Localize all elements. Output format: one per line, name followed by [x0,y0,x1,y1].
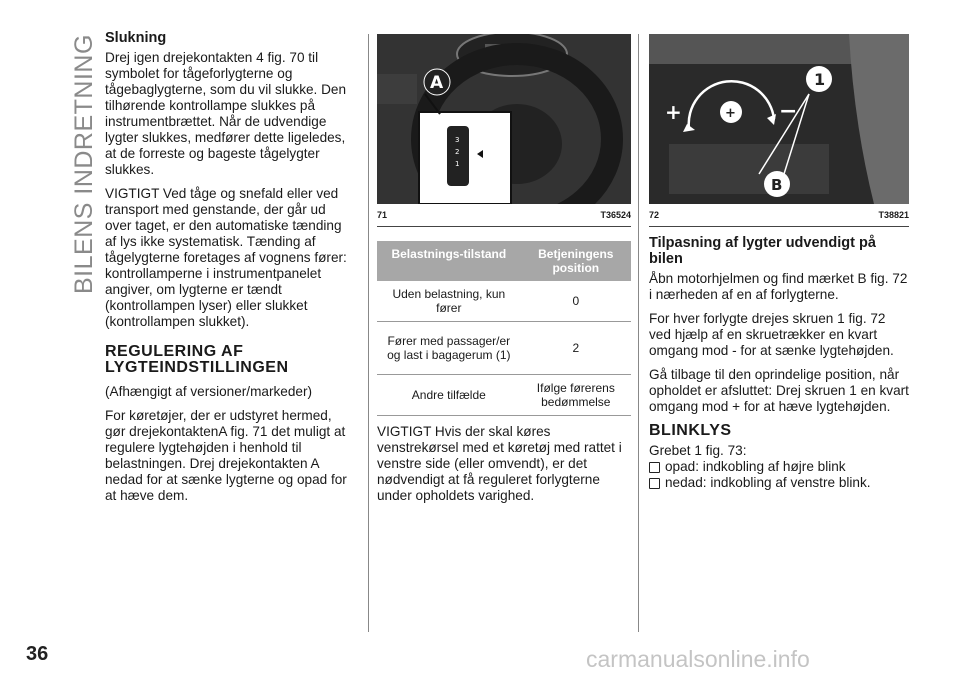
figure-71-image [377,34,631,204]
table-cell: Ifølge førerens bedømmelse [521,375,631,416]
bullet-text: opad: indkobling af højre blink [665,459,846,474]
figure-71-number: 71 [377,210,388,220]
page-number: 36 [26,643,49,665]
bullet-box-icon [649,462,660,473]
column-middle [377,34,631,512]
table-row [377,375,631,416]
load-table [377,241,631,416]
vigtigt-note: VIGTIGT Hvis der skal køres venstrekørsel med et køretøj med rattet i venstre side (eller omvendt), er det nødvendigt at få reguleret forlygterne under opholdets varighed. [377,424,622,503]
slukning-paragraph: Drej igen drejekontakten 4 fig. 70 til symbolet for tågeforlygterne og tågebaglygterne, som du vil slukke. Den tilhørende kontrollampe slukkes på instrumentbrættet. Når de udvendige lygter slukkes, medfører dette ligeledes, at de forreste og bageste tågelygter slukkes. [105,50,347,177]
table-cell: Andre tilfælde [377,375,521,416]
tilpasning-heading: Tilpasning af lygter udvendigt på bilen [649,235,876,267]
table-cell: 0 [521,281,631,322]
svg-text:3: 3 [455,136,460,144]
list-item [649,475,909,491]
steering-wheel-illustration [377,34,631,204]
table-header-load: Belastnings-tilstand [377,241,521,281]
column-divider-2 [638,34,639,632]
svg-text:+: + [725,106,736,121]
table-cell: Uden belastning, kun fører [377,281,521,322]
svg-text:2: 2 [455,148,460,156]
callout-1: 1 [814,70,826,89]
callout-a: A [430,73,444,93]
versions-note: (Afhængigt af versioner/markeder) [105,384,313,399]
list-item [649,459,909,475]
side-section-title: BILENS INDRETNING [70,34,98,294]
column-left [105,30,355,512]
figure-71-code: T36524 [600,210,631,220]
bullet-text: nedad: indkobling af venstre blink. [665,475,871,490]
section-heading-regulering: REGULERING AF LYGTEINDSTILLINGEN [105,343,289,376]
table-cell: Fører med passager/er og last i bagagerum (1) [377,322,521,375]
table-row [377,322,631,375]
watermark: carmanualsonline.info [586,646,810,672]
svg-text:+: + [665,100,682,124]
figure-72-number: 72 [649,210,660,220]
table-row [377,281,631,322]
tilpasning-paragraph-1: Åbn motorhjelmen og find mærket B fig. 72 i nærheden af en af forlygterne. [649,271,908,302]
column-divider-1 [368,34,369,632]
table-cell: 2 [521,322,631,375]
callout-b: B [771,176,783,194]
tilpasning-paragraph-3: Gå tilbage til den oprindelige position, når opholdet er afsluttet: Drej skruen 1 en kvart omgang mod + for at hæve lygtehøjden. [649,367,909,414]
figure-72-image [649,34,909,204]
bullet-box-icon [649,478,660,489]
blinklys-intro: Grebet 1 fig. 73: [649,443,747,458]
regulering-paragraph: For køretøjer, der er udstyret hermed, gør drejekontaktenA fig. 71 det muligt at regulere lygtehøjden i henhold til belastningen. Drej drejekontakten A nedad for at sænke lygterne og opad for at hæve dem. [105,408,347,503]
figure-71-caption [377,207,631,227]
section-heading-blinklys: BLINKLYS [649,422,732,439]
svg-text:1: 1 [455,160,460,168]
vigtigt-paragraph: VIGTIGT Ved tåge og snefald eller ved transport med genstande, der går ud over taget, er den automatiske tænding af lys ikke systematisk. Tænding af tågelygterne foretages af vognens fører: kontrollamperne i instrumentpanelet angiver, om lygterne er tændt (kontrollampen lyser) eller slukket (kontrollampen slukket). [105,186,347,329]
figure-72-caption [649,207,909,227]
slukning-heading: Slukning [105,30,167,46]
figure-72-code: T38821 [878,210,909,220]
column-right [649,34,909,491]
table-header-position: Betjeningens position [521,241,631,281]
svg-text:−: − [779,99,798,124]
engine-bay-illustration [649,34,909,204]
tilpasning-paragraph-2: For hver forlygte drejes skruen 1 fig. 72 ved hjælp af en skruetrækker en kvart omgang mod - for at sænke lygtehøjden. [649,311,894,358]
